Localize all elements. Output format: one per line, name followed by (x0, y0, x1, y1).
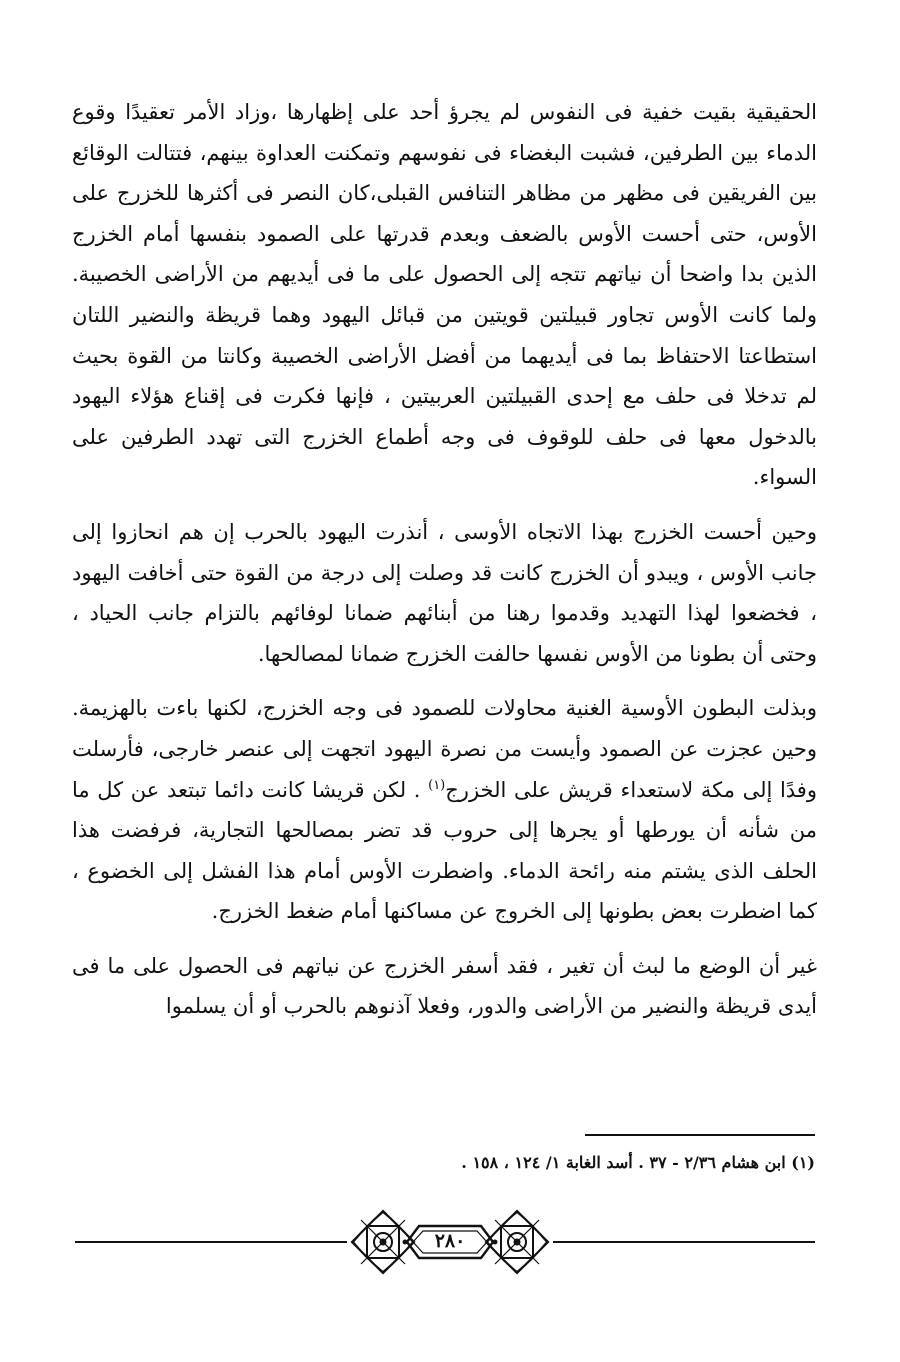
footer-rule-left (75, 1241, 347, 1243)
paragraph-4: غير أن الوضع ما لبث أن تغير ، فقد أسفر الخزرج عن نياتهم فى الحصول على ما فى أيدى قريظة والنضير من الأراضى والدور، وفعلا آذنوهم بالحرب أو أن يسلموا (72, 953, 817, 1019)
main-text (72, 92, 817, 1027)
paragraph-3-text-before-ref: وبذلت البطون الأوسية الغنية محاولات للصمود فى وجه الخزرج، لكنها باءت بالهزيمة. وحين عجزت عن الصمود وأيست من نصرة اليهود اتجهت إلى عنصر خارجى، فأرسلت وفدًا إلى مكة لاستعداء قريش على الخزرج (72, 696, 817, 802)
paragraph-3-text-after-ref: . لكن قريشا كانت دائما تبتعد عن كل ما من شأنه أن يورطها أو يجرها إلى حروب قد تضر بمصالحها التجارية، فرفضت هذا الحلف الذى يشتم منه رائحة الدماء. واضطرت الأوس أمام هذا الفشل إلى الخضوع ، كما اضطرت بعض بطونها إلى الخروج عن مساكنها أمام ضغط الخزرج. (72, 777, 817, 924)
footnote-reference[interactable]: (١) (428, 777, 446, 793)
footnote-separator (585, 1134, 815, 1136)
paragraph-1: الحقيقية بقيت خفية فى النفوس لم يجرؤ أحد على إظهارها ،وزاد الأمر تعقيدًا وقوع الدماء بين الطرفين، فشبت البغضاء فى نفوسهم وتمكنت العداوة بينهم، فتتالت الوقائع بين الفريقين فى مظهر من مظاهر التنافس القبلى،كان النصر فى أكثرها للخزرج على الأوس، حتى أحست الأوس بالضعف وبعدم قدرتها على الصمود بنفسها أمام الخزرج الذين بدا واضحا أن نياتهم تتجه إلى الحصول على ما فى أيديهم من الأراضى الخصيبة. ولما كانت الأوس تجاور قبيلتين قويتين من قبائل اليهود وهما قريظة والنضير اللتان استطاعتا الاحتفاظ بما فى أيديهما من أفضل الأراضى الخصيبة وكانتا من القوة بحيث لم تدخلا فى حلف مع إحدى القبيلتين العربيتين ، فإنها فكرت فى إقناع هؤلاء اليهود بالدخول معها فى حلف للوقوف فى وجه أطماع الخزرج التى تهدد الطرفين على السواء. (72, 100, 817, 490)
paragraph-2: وحين أحست الخزرج بهذا الاتجاه الأوسى ، أنذرت اليهود بالحرب إن هم انحازوا إلى جانب الأوس ، ويبدو أن الخزرج كانت قد وصلت إلى درجة من القوة حتى أخافت اليهود ، فخضعوا لهذا التهديد وقدموا رهنا من أبنائهم ضمانا لوفائهم بالتزام جانب الحياد ، وحتى أن بطونا من الأوس نفسها حالفت الخزرج ضمانا لمصالحها. (72, 519, 817, 666)
footer-rule-right (553, 1241, 815, 1243)
paragraph-3 (72, 688, 817, 932)
footnote: (١) ابن هشام ٢/٣٦ - ٣٧ . أسد الغابة ١/ ١٢٤ ، ١٥٨ . (461, 1153, 815, 1172)
page-number: ٢٨٠ (434, 1230, 466, 1252)
